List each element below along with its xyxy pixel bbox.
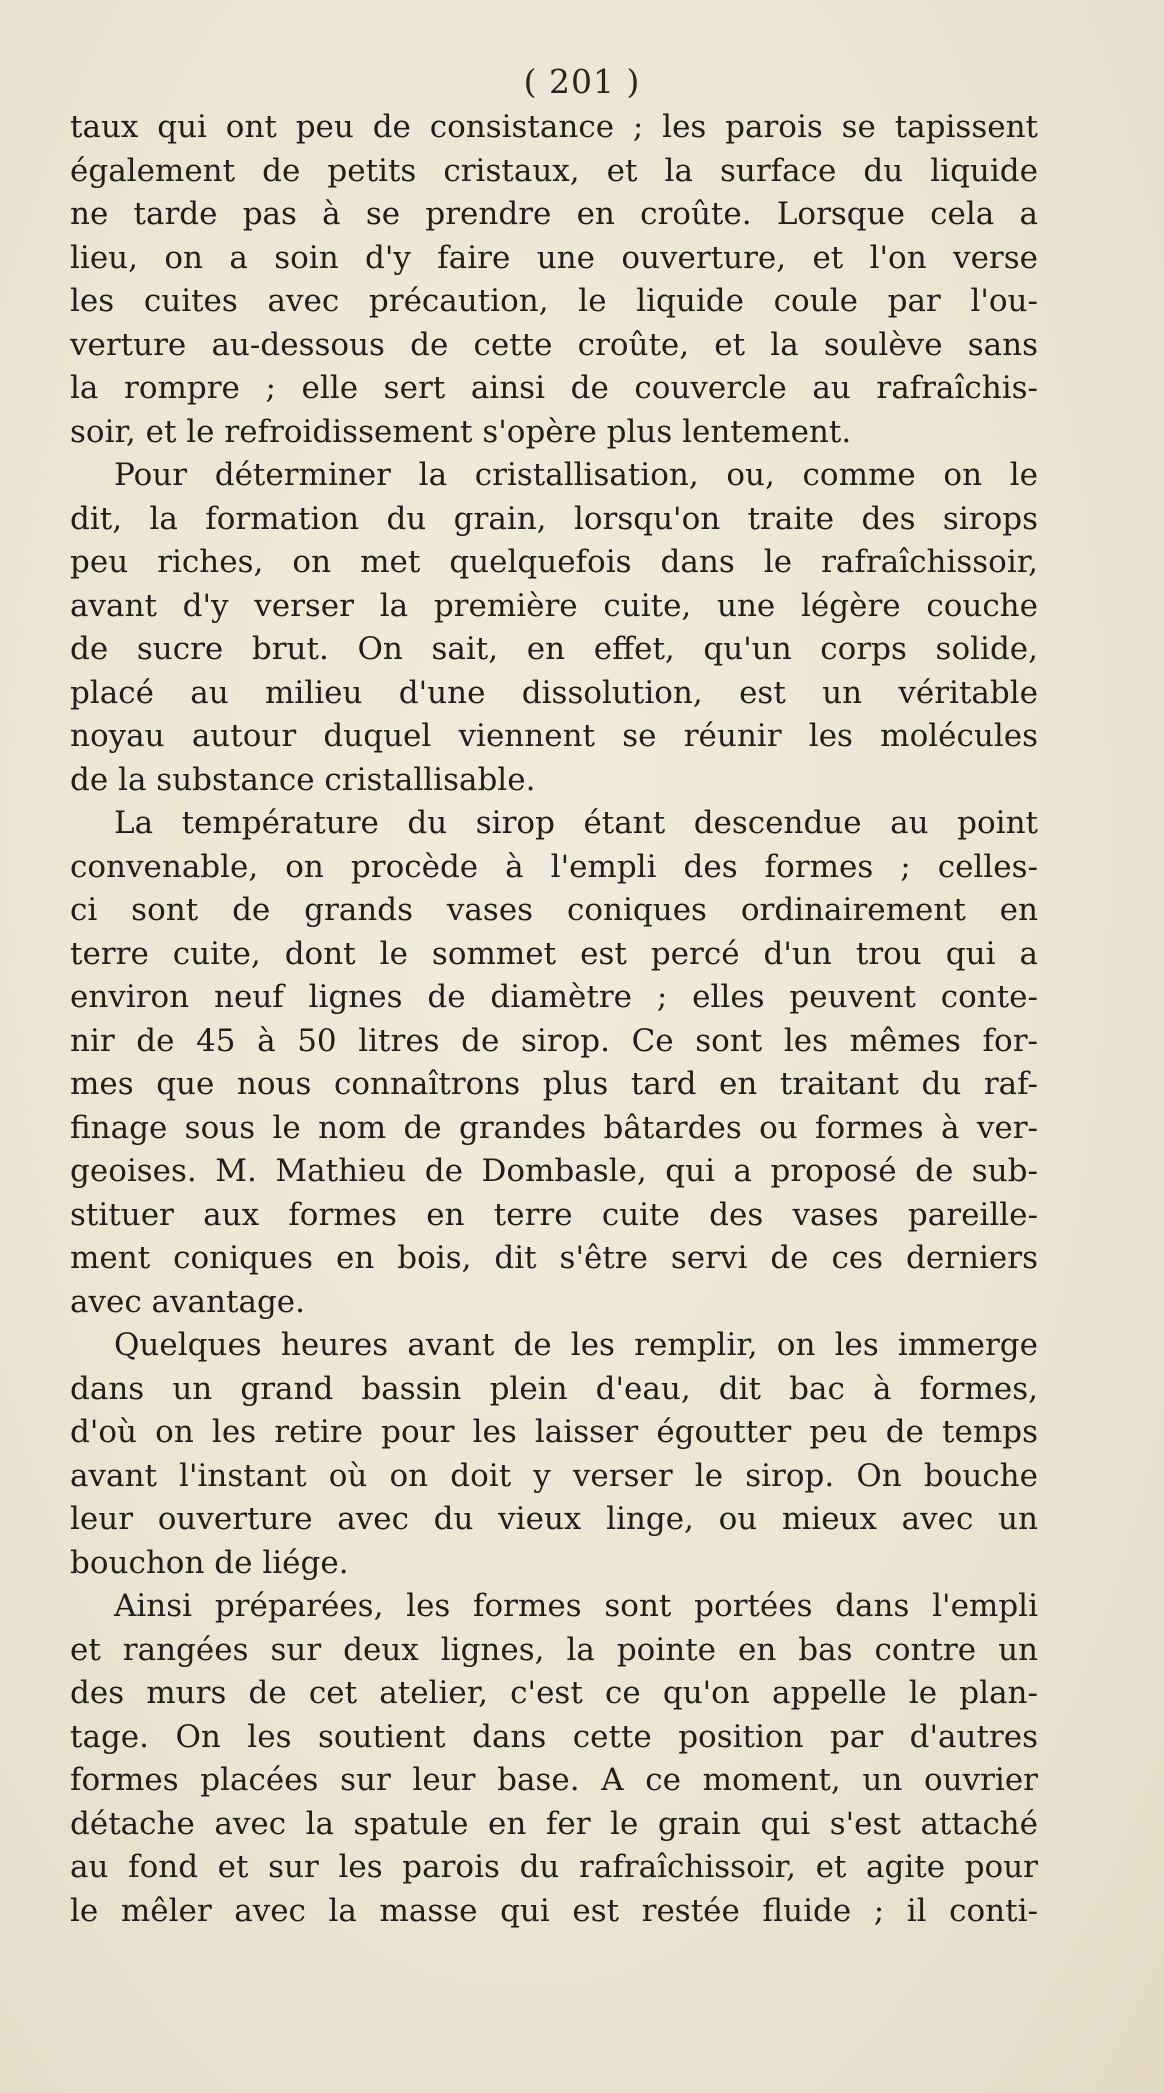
text-line: également de petits cristaux, et la surface du liquide — [70, 152, 1038, 189]
text-line: dit, la formation du grain, lorsqu'on traite des sirops — [70, 500, 1038, 537]
text-line: verture au-dessous de cette croûte, et la soulève sans — [70, 326, 1038, 363]
text-line: la rompre ; elle sert ainsi de couvercle au rafraîchis- — [70, 370, 1038, 406]
text-line: leur ouverture avec du vieux linge, ou mieux avec un — [70, 1501, 1038, 1537]
text-line: placé au milieu d'une dissolution, est un véritable — [70, 674, 1038, 711]
text-line: d'où on les retire pour les laisser égoutter peu de temps — [70, 1414, 1038, 1450]
text-line: La température du sirop étant descendue au point — [114, 805, 1038, 841]
text-line: mes que nous connaîtrons plus tard en traitant du raf- — [70, 1066, 1038, 1102]
page-number: ( 201 ) — [523, 62, 641, 101]
text-line: finage sous le nom de grandes bâtardes ou formes à ver- — [70, 1109, 1038, 1146]
text-line: détache avec la spatule en fer le grain qui s'est attaché — [70, 1805, 1038, 1842]
text-line: ci sont de grands vases coniques ordinairement en — [70, 892, 1038, 928]
text-line: noyau autour duquel viennent se réunir les molécules — [70, 718, 1038, 754]
text-line: avant d'y verser la première cuite, une légère couche — [70, 587, 1038, 624]
text-line: les cuites avec précaution, le liquide coule par l'ou- — [70, 283, 1038, 319]
text-line: au fond et sur les parois du rafraîchissoir, et agite pour — [70, 1849, 1038, 1885]
text-line: Quelques heures avant de les remplir, on les immerge — [114, 1327, 1038, 1363]
text-line: lieu, on a soin d'y faire une ouverture, et l'on verse — [70, 239, 1038, 276]
text-line: avant l'instant où on doit y verser le sirop. On bouche — [70, 1457, 1038, 1494]
text-line: terre cuite, dont le sommet est percé d'un trou qui a — [70, 935, 1038, 972]
text-line: le mêler avec la masse qui est restée fluide ; il conti- — [70, 1892, 1038, 1929]
text-line: tage. On les soutient dans cette position par d'autres — [70, 1718, 1038, 1755]
text-line: convenable, on procède à l'empli des formes ; celles- — [70, 848, 1038, 885]
text-line: ne tarde pas à se prendre en croûte. Lorsque cela a — [70, 196, 1038, 232]
text-line: stituer aux formes en terre cuite des vases pareille- — [70, 1196, 1038, 1233]
text-line: geoises. M. Mathieu de Dombasle, qui a proposé de sub- — [70, 1153, 1038, 1189]
text-line: de sucre brut. On sait, en effet, qu'un corps solide, — [70, 631, 1038, 667]
text-line: des murs de cet atelier, c'est ce qu'on appelle le plan- — [70, 1675, 1038, 1711]
text-line: soir, et le refroidissement s'opère plus lentement. — [70, 413, 852, 450]
text-line: taux qui ont peu de consistance ; les parois se tapissent — [70, 109, 1038, 145]
text-line: formes placées sur leur base. A ce moment, un ouvrier — [70, 1762, 1038, 1798]
text-line: de la substance cristallisable. — [70, 761, 536, 798]
text-line: environ neuf lignes de diamètre ; elles peuvent conte- — [70, 979, 1038, 1015]
text-line: dans un grand bassin plein d'eau, dit bac à formes, — [70, 1370, 1038, 1407]
text-line: nir de 45 à 50 litres de sirop. Ce sont les mêmes for- — [70, 1022, 1038, 1059]
text-line: Pour déterminer la cristallisation, ou, comme on le — [114, 457, 1038, 493]
text-line: bouchon de liége. — [70, 1544, 349, 1581]
text-line: Ainsi préparées, les formes sont portées dans l'empli — [114, 1588, 1038, 1624]
text-line: peu riches, on met quelquefois dans le rafraîchissoir, — [70, 544, 1038, 580]
text-line: ment coniques en bois, dit s'être servi de ces derniers — [70, 1240, 1038, 1276]
text-line: et rangées sur deux lignes, la pointe en bas contre un — [70, 1631, 1038, 1668]
text-line: avec avantage. — [70, 1283, 305, 1320]
body-text — [70, 106, 1038, 1933]
